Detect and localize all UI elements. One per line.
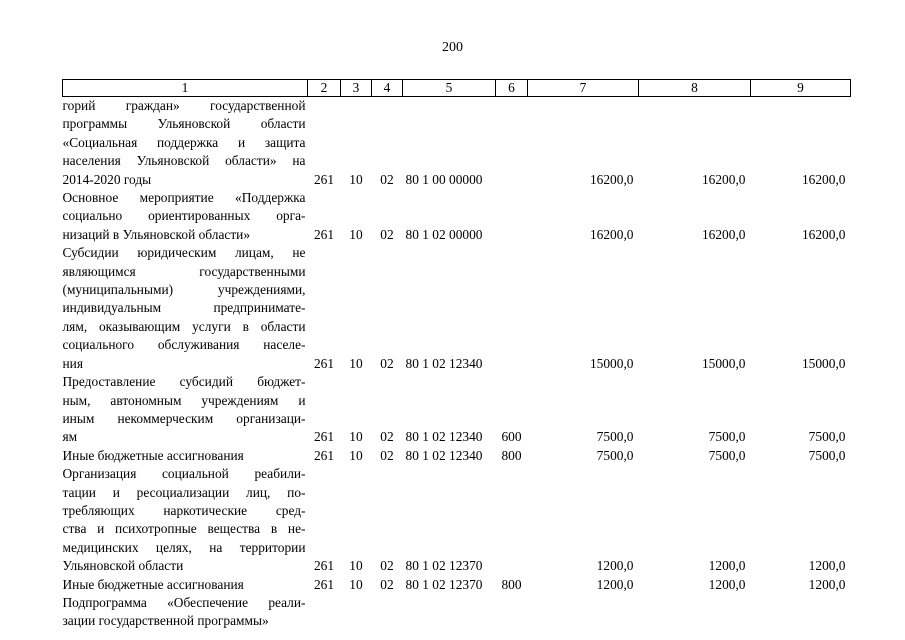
row-expense-type: 800: [501, 576, 522, 592]
header-col-3: 3: [341, 80, 372, 97]
table-row: [63, 594, 851, 631]
row-name-line: Основное мероприятие «Поддержка: [62, 190, 306, 206]
row-name-line: социально ориентированных орга-: [62, 208, 306, 224]
row-amount-year1: 7500,0: [596, 429, 634, 445]
header-row: [63, 80, 851, 97]
row-subsection: 02: [380, 226, 394, 242]
header-col-8: 8: [639, 80, 751, 97]
table-row: [63, 447, 851, 465]
row-admin-code: 261: [313, 558, 335, 574]
row-expense-type: [496, 97, 528, 190]
row-amount-year3: 16200,0: [801, 226, 846, 242]
row-name-line: 2014-2020 годы: [62, 171, 152, 187]
row-target-article: 80 1 02 12340: [405, 355, 483, 371]
row-name-line: программы Ульяновской области: [62, 116, 306, 132]
row-amount-year2: 1200,0: [708, 558, 746, 574]
row-target-article: 80 1 02 12340: [405, 429, 483, 445]
row-name-line: ям: [62, 429, 78, 445]
row-expense-type: 800: [501, 447, 522, 463]
row-amount-year3: [751, 594, 851, 631]
row-name-line: «Социальная поддержка и защита: [62, 134, 306, 150]
header-col-9: 9: [751, 80, 851, 97]
table-row: [63, 244, 851, 373]
table-row: [63, 373, 851, 447]
row-target-article: 80 1 02 12370: [405, 576, 483, 592]
row-amount-year2: 7500,0: [708, 447, 746, 463]
row-section: 10: [349, 558, 363, 574]
row-name-line: Иные бюджетные ассигнования: [62, 576, 244, 592]
row-target-article: 80 1 02 12370: [405, 558, 483, 574]
row-section: 10: [349, 171, 363, 187]
header-col-6: 6: [496, 80, 528, 97]
row-name-line: (муниципальными) учреждениями,: [62, 282, 306, 298]
row-amount-year1: 1200,0: [596, 558, 634, 574]
row-subsection: 02: [380, 558, 394, 574]
row-name-line: индивидуальным предпринимате-: [62, 300, 306, 316]
row-admin-code: [308, 594, 341, 631]
row-target-article: 80 1 02 00000: [405, 226, 483, 242]
row-name-line: иным некоммерческим организаци-: [62, 410, 306, 426]
row-name-line: лям, оказывающим услуги в области: [62, 318, 306, 334]
header-col-2: 2: [308, 80, 341, 97]
row-section: 10: [349, 429, 363, 445]
row-name: [63, 97, 308, 190]
row-expense-type: [496, 244, 528, 373]
row-name-line: ства и психотропные вещества в не-: [62, 521, 306, 537]
row-name-line: горий граждан» государственной: [62, 98, 306, 113]
row-amount-year1: 16200,0: [589, 171, 634, 187]
row-target-article: [403, 594, 496, 631]
table-row: [63, 97, 851, 190]
header-col-7: 7: [528, 80, 639, 97]
row-amount-year1: 16200,0: [589, 226, 634, 242]
budget-table: [62, 79, 851, 631]
row-subsection: 02: [380, 576, 394, 592]
row-name: [63, 244, 308, 373]
row-amount-year3: 7500,0: [808, 447, 846, 463]
header-col-1: 1: [63, 80, 308, 97]
row-subsection: 02: [380, 429, 394, 445]
row-name: [63, 447, 308, 465]
row-expense-type: [496, 189, 528, 244]
row-amount-year3: 16200,0: [801, 171, 846, 187]
row-target-article: 80 1 00 00000: [405, 171, 483, 187]
row-amount-year2: 15000,0: [701, 355, 746, 371]
row-name-line: низаций в Ульяновской области»: [62, 226, 251, 242]
row-name-line: ным, автономным учреждениям и: [62, 392, 306, 408]
row-section: 10: [349, 447, 363, 463]
row-subsection: [372, 594, 403, 631]
row-name-line: Подпрограмма «Обеспечение реали-: [62, 594, 306, 610]
row-name-line: Ульяновской области: [62, 558, 184, 574]
row-name-line: зации государственной программы»: [62, 613, 269, 629]
table-header: [63, 80, 851, 97]
row-section: [341, 594, 372, 631]
row-name: [63, 373, 308, 447]
row-name-line: Организация социальной реабили-: [62, 466, 306, 482]
row-name-line: социального обслуживания населе-: [62, 337, 306, 353]
row-admin-code: 261: [313, 226, 335, 242]
row-amount-year2: [639, 594, 751, 631]
page-number: 200: [442, 40, 463, 55]
row-subsection: 02: [380, 171, 394, 187]
row-amount-year1: 7500,0: [596, 447, 634, 463]
row-name: [63, 576, 308, 594]
row-section: 10: [349, 355, 363, 371]
row-amount-year2: 7500,0: [708, 429, 746, 445]
row-name-line: Иные бюджетные ассигнования: [62, 447, 244, 463]
row-admin-code: 261: [313, 355, 335, 371]
row-name-line: населения Ульяновской области» на: [62, 153, 306, 169]
row-amount-year3: 15000,0: [801, 355, 846, 371]
row-amount-year3: 7500,0: [808, 429, 846, 445]
row-subsection: 02: [380, 447, 394, 463]
row-section: 10: [349, 226, 363, 242]
row-amount-year2: 1200,0: [708, 576, 746, 592]
row-amount-year2: 16200,0: [701, 171, 746, 187]
row-name-line: Субсидии юридическим лицам, не: [62, 245, 306, 261]
row-admin-code: 261: [313, 447, 335, 463]
row-subsection: 02: [380, 355, 394, 371]
table-row: [63, 189, 851, 244]
row-name-line: требляющих наркотические сред-: [62, 502, 306, 518]
row-amount-year1: [528, 594, 639, 631]
row-amount-year1: 15000,0: [589, 355, 634, 371]
row-target-article: 80 1 02 12340: [405, 447, 483, 463]
row-admin-code: 261: [313, 171, 335, 187]
row-admin-code: 261: [313, 576, 335, 592]
row-name: [63, 189, 308, 244]
row-name-line: ния: [62, 355, 83, 371]
row-name: [63, 465, 308, 575]
row-expense-type: 600: [501, 429, 522, 445]
row-name-line: являющимся государственными: [62, 263, 306, 279]
row-section: 10: [349, 576, 363, 592]
row-amount-year1: 1200,0: [596, 576, 634, 592]
table-row: [63, 465, 851, 575]
table-body: [63, 97, 851, 631]
row-expense-type: [496, 594, 528, 631]
row-admin-code: 261: [313, 429, 335, 445]
row-amount-year2: 16200,0: [701, 226, 746, 242]
row-amount-year3: 1200,0: [808, 558, 846, 574]
row-amount-year3: 1200,0: [808, 576, 846, 592]
row-name: [63, 594, 308, 631]
row-expense-type: [496, 465, 528, 575]
header-col-5: 5: [403, 80, 496, 97]
header-col-4: 4: [372, 80, 403, 97]
table-row: [63, 576, 851, 594]
row-name-line: медицинских целях, на территории: [62, 539, 306, 555]
row-name-line: Предоставление субсидий бюджет-: [62, 374, 306, 390]
row-name-line: тации и ресоциализации лиц, по-: [62, 484, 306, 500]
